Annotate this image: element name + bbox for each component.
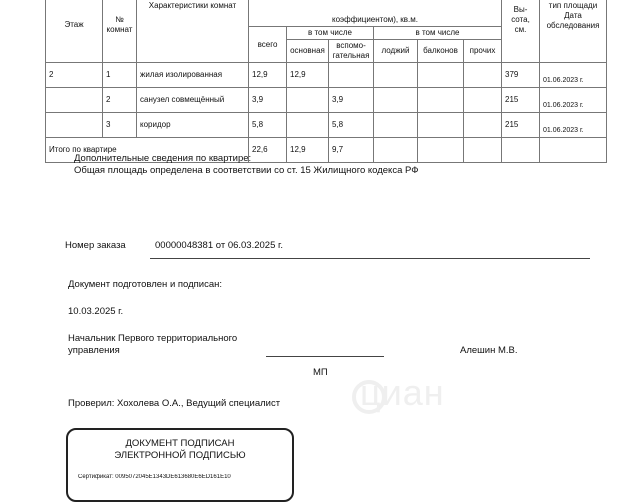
total-area: 22,6 [249, 138, 287, 163]
cell-num: 2 [103, 88, 137, 113]
cell-desc: санузел совмещённый [137, 88, 249, 113]
total-height [502, 138, 540, 163]
seal-mark: МП [313, 367, 328, 378]
cell-loggias [374, 88, 418, 113]
total-date [540, 138, 607, 163]
e-signature-stamp [66, 428, 294, 502]
header-description: Характеристики комнат [137, 0, 249, 63]
cell-aux [329, 63, 374, 88]
order-label: Номер заказа [65, 240, 126, 251]
additional-title: Дополнительные сведения по квартире: [74, 153, 252, 164]
stamp-certificate: Сертификат: 0095072045E1343DE613680E6ED161E10 [78, 474, 231, 480]
header-balconies: балконов [418, 40, 464, 63]
header-total: всего [249, 27, 287, 63]
cell-desc: коридор [137, 113, 249, 138]
header-row-1 [46, 0, 607, 27]
total-balconies [418, 138, 464, 163]
cell-num: 1 [103, 63, 137, 88]
cell-other [464, 113, 502, 138]
watermark: циан [360, 372, 445, 413]
table-row [46, 88, 607, 113]
cell-total: 12,9 [249, 63, 287, 88]
table-row [46, 113, 607, 138]
header-incl-left: в том числе [287, 27, 374, 40]
cell-aux: 3,9 [329, 88, 374, 113]
cell-balconies [418, 63, 464, 88]
header-other: прочих [464, 40, 502, 63]
cell-height: 215 [502, 113, 540, 138]
cell-floor [46, 113, 103, 138]
cell-date: 01.06.2023 г. [540, 113, 607, 138]
rooms-table [45, 0, 607, 163]
cell-total: 5,8 [249, 113, 287, 138]
stamp-line1: ДОКУМЕНТ ПОДПИСАН [125, 438, 235, 449]
cell-main [287, 88, 329, 113]
cell-num: 3 [103, 113, 137, 138]
signer-name: Алешин М.В. [460, 345, 518, 356]
cell-height: 215 [502, 88, 540, 113]
total-other [464, 138, 502, 163]
total-aux: 9,7 [329, 138, 374, 163]
cell-main: 12,9 [287, 63, 329, 88]
cell-balconies [418, 113, 464, 138]
header-aux: вспомо-гательная [329, 40, 374, 63]
cell-main [287, 113, 329, 138]
header-incl-right: в том числе [374, 27, 502, 40]
cell-date: 01.06.2023 г. [540, 88, 607, 113]
header-survey-date: тип площади Дата обследования [540, 0, 607, 63]
table-row [46, 63, 607, 88]
cell-loggias [374, 113, 418, 138]
cell-balconies [418, 88, 464, 113]
prepared-text: Документ подготовлен и подписан: [68, 279, 223, 290]
cell-desc: жилая изолированная [137, 63, 249, 88]
signature-line [266, 356, 384, 357]
cell-other [464, 88, 502, 113]
cell-other [464, 63, 502, 88]
order-underline [150, 258, 590, 259]
total-label: Итого по квартире [46, 138, 249, 163]
header-room-no: № комнат [103, 0, 137, 63]
header-main: основная [287, 40, 329, 63]
header-height: Вы-сота, см. [502, 0, 540, 63]
stamp-line2: ЭЛЕКТРОННОЙ ПОДПИСЬЮ [114, 450, 246, 461]
signer-position-line1: Начальник Первого территориального [68, 333, 238, 344]
additional-text: Общая площадь определена в соответствии со ст. 15 Жилищного кодекса РФ [74, 165, 419, 176]
header-area: коэффициентом), кв.м. [249, 0, 502, 27]
prepared-date: 10.03.2025 г. [68, 306, 124, 317]
signer-position-line2: управления [68, 345, 120, 356]
cell-height: 379 [502, 63, 540, 88]
header-floor: Этаж [46, 0, 103, 63]
cell-aux: 5,8 [329, 113, 374, 138]
total-loggias [374, 138, 418, 163]
checked-by: Проверил: Хохолева О.А., Ведущий специалист [68, 398, 281, 409]
header-loggias: лоджий [374, 40, 418, 63]
cell-loggias [374, 63, 418, 88]
order-value: 00000048381 от 06.03.2025 г. [155, 240, 283, 251]
cell-floor: 2 [46, 63, 103, 88]
cell-total: 3,9 [249, 88, 287, 113]
cell-date: 01.06.2023 г. [540, 63, 607, 88]
total-main: 12,9 [287, 138, 329, 163]
cell-floor [46, 88, 103, 113]
